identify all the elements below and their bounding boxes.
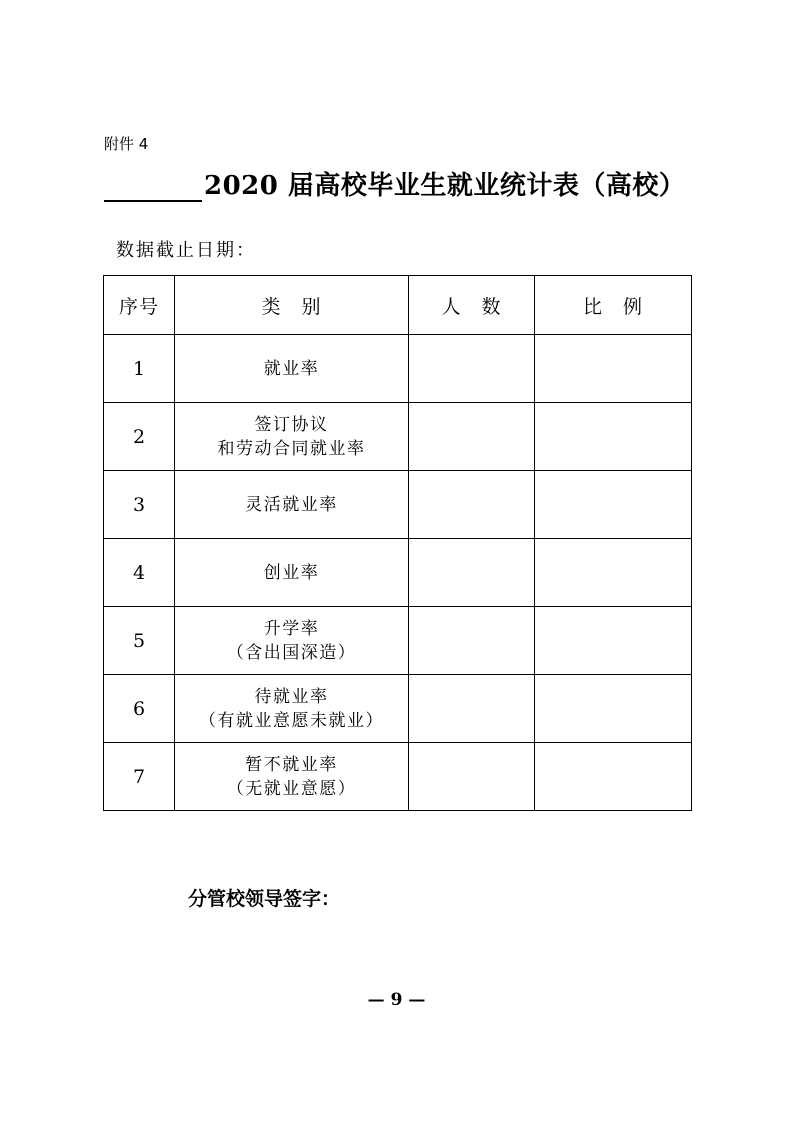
row-number: 2 bbox=[104, 403, 175, 471]
category-line: 灵活就业率 bbox=[245, 494, 338, 515]
count-cell[interactable] bbox=[409, 675, 535, 743]
count-cell[interactable] bbox=[409, 403, 535, 471]
ratio-cell[interactable] bbox=[535, 607, 692, 675]
category-line: 签订协议 bbox=[254, 414, 329, 435]
title-text: 2020 届高校毕业生就业统计表（高校） bbox=[204, 171, 686, 201]
row-number: 5 bbox=[104, 607, 175, 675]
header-category: 类 别 bbox=[175, 276, 409, 335]
row-category bbox=[175, 335, 409, 403]
data-cutoff-date-label: 数据截止日期： bbox=[116, 240, 256, 261]
count-cell[interactable] bbox=[409, 607, 535, 675]
count-cell[interactable] bbox=[409, 335, 535, 403]
row-category bbox=[175, 403, 409, 471]
table-row bbox=[104, 335, 692, 403]
category-line: 暂不就业率 bbox=[245, 754, 338, 775]
table-row bbox=[104, 743, 692, 811]
table-row bbox=[104, 675, 692, 743]
row-number: 4 bbox=[104, 539, 175, 607]
header-serial: 序号 bbox=[104, 276, 175, 335]
row-number: 3 bbox=[104, 471, 175, 539]
ratio-cell[interactable] bbox=[535, 675, 692, 743]
page-title bbox=[104, 165, 685, 202]
ratio-cell[interactable] bbox=[535, 539, 692, 607]
count-cell[interactable] bbox=[409, 471, 535, 539]
row-number: 7 bbox=[104, 743, 175, 811]
attachment-label: 附件 4 bbox=[104, 135, 149, 153]
row-category bbox=[175, 539, 409, 607]
category-line: （有就业意愿未就业） bbox=[199, 710, 384, 731]
row-category bbox=[175, 607, 409, 675]
signature-label: 分管校领导签字： bbox=[188, 888, 341, 910]
category-line: 就业率 bbox=[263, 358, 320, 379]
row-number: 6 bbox=[104, 675, 175, 743]
table-row bbox=[104, 607, 692, 675]
header-count: 人 数 bbox=[409, 276, 535, 335]
category-line: 升学率 bbox=[263, 618, 320, 639]
page-number: — 9 — bbox=[367, 990, 426, 1010]
table-row bbox=[104, 403, 692, 471]
ratio-cell[interactable] bbox=[535, 743, 692, 811]
category-line: 待就业率 bbox=[254, 686, 329, 707]
count-cell[interactable] bbox=[409, 743, 535, 811]
header-ratio: 比 例 bbox=[535, 276, 692, 335]
table-row bbox=[104, 471, 692, 539]
ratio-cell[interactable] bbox=[535, 471, 692, 539]
table-row bbox=[104, 539, 692, 607]
row-category bbox=[175, 675, 409, 743]
category-line: 创业率 bbox=[263, 562, 320, 583]
school-name-blank[interactable] bbox=[104, 176, 202, 202]
ratio-cell[interactable] bbox=[535, 403, 692, 471]
row-category bbox=[175, 471, 409, 539]
ratio-cell[interactable] bbox=[535, 335, 692, 403]
row-number: 1 bbox=[104, 335, 175, 403]
table-header-row bbox=[104, 276, 692, 335]
count-cell[interactable] bbox=[409, 539, 535, 607]
category-line: 和劳动合同就业率 bbox=[217, 438, 366, 459]
category-line: （无就业意愿） bbox=[226, 778, 357, 799]
employment-stats-table bbox=[103, 275, 692, 811]
row-category bbox=[175, 743, 409, 811]
category-line: （含出国深造） bbox=[226, 642, 357, 663]
